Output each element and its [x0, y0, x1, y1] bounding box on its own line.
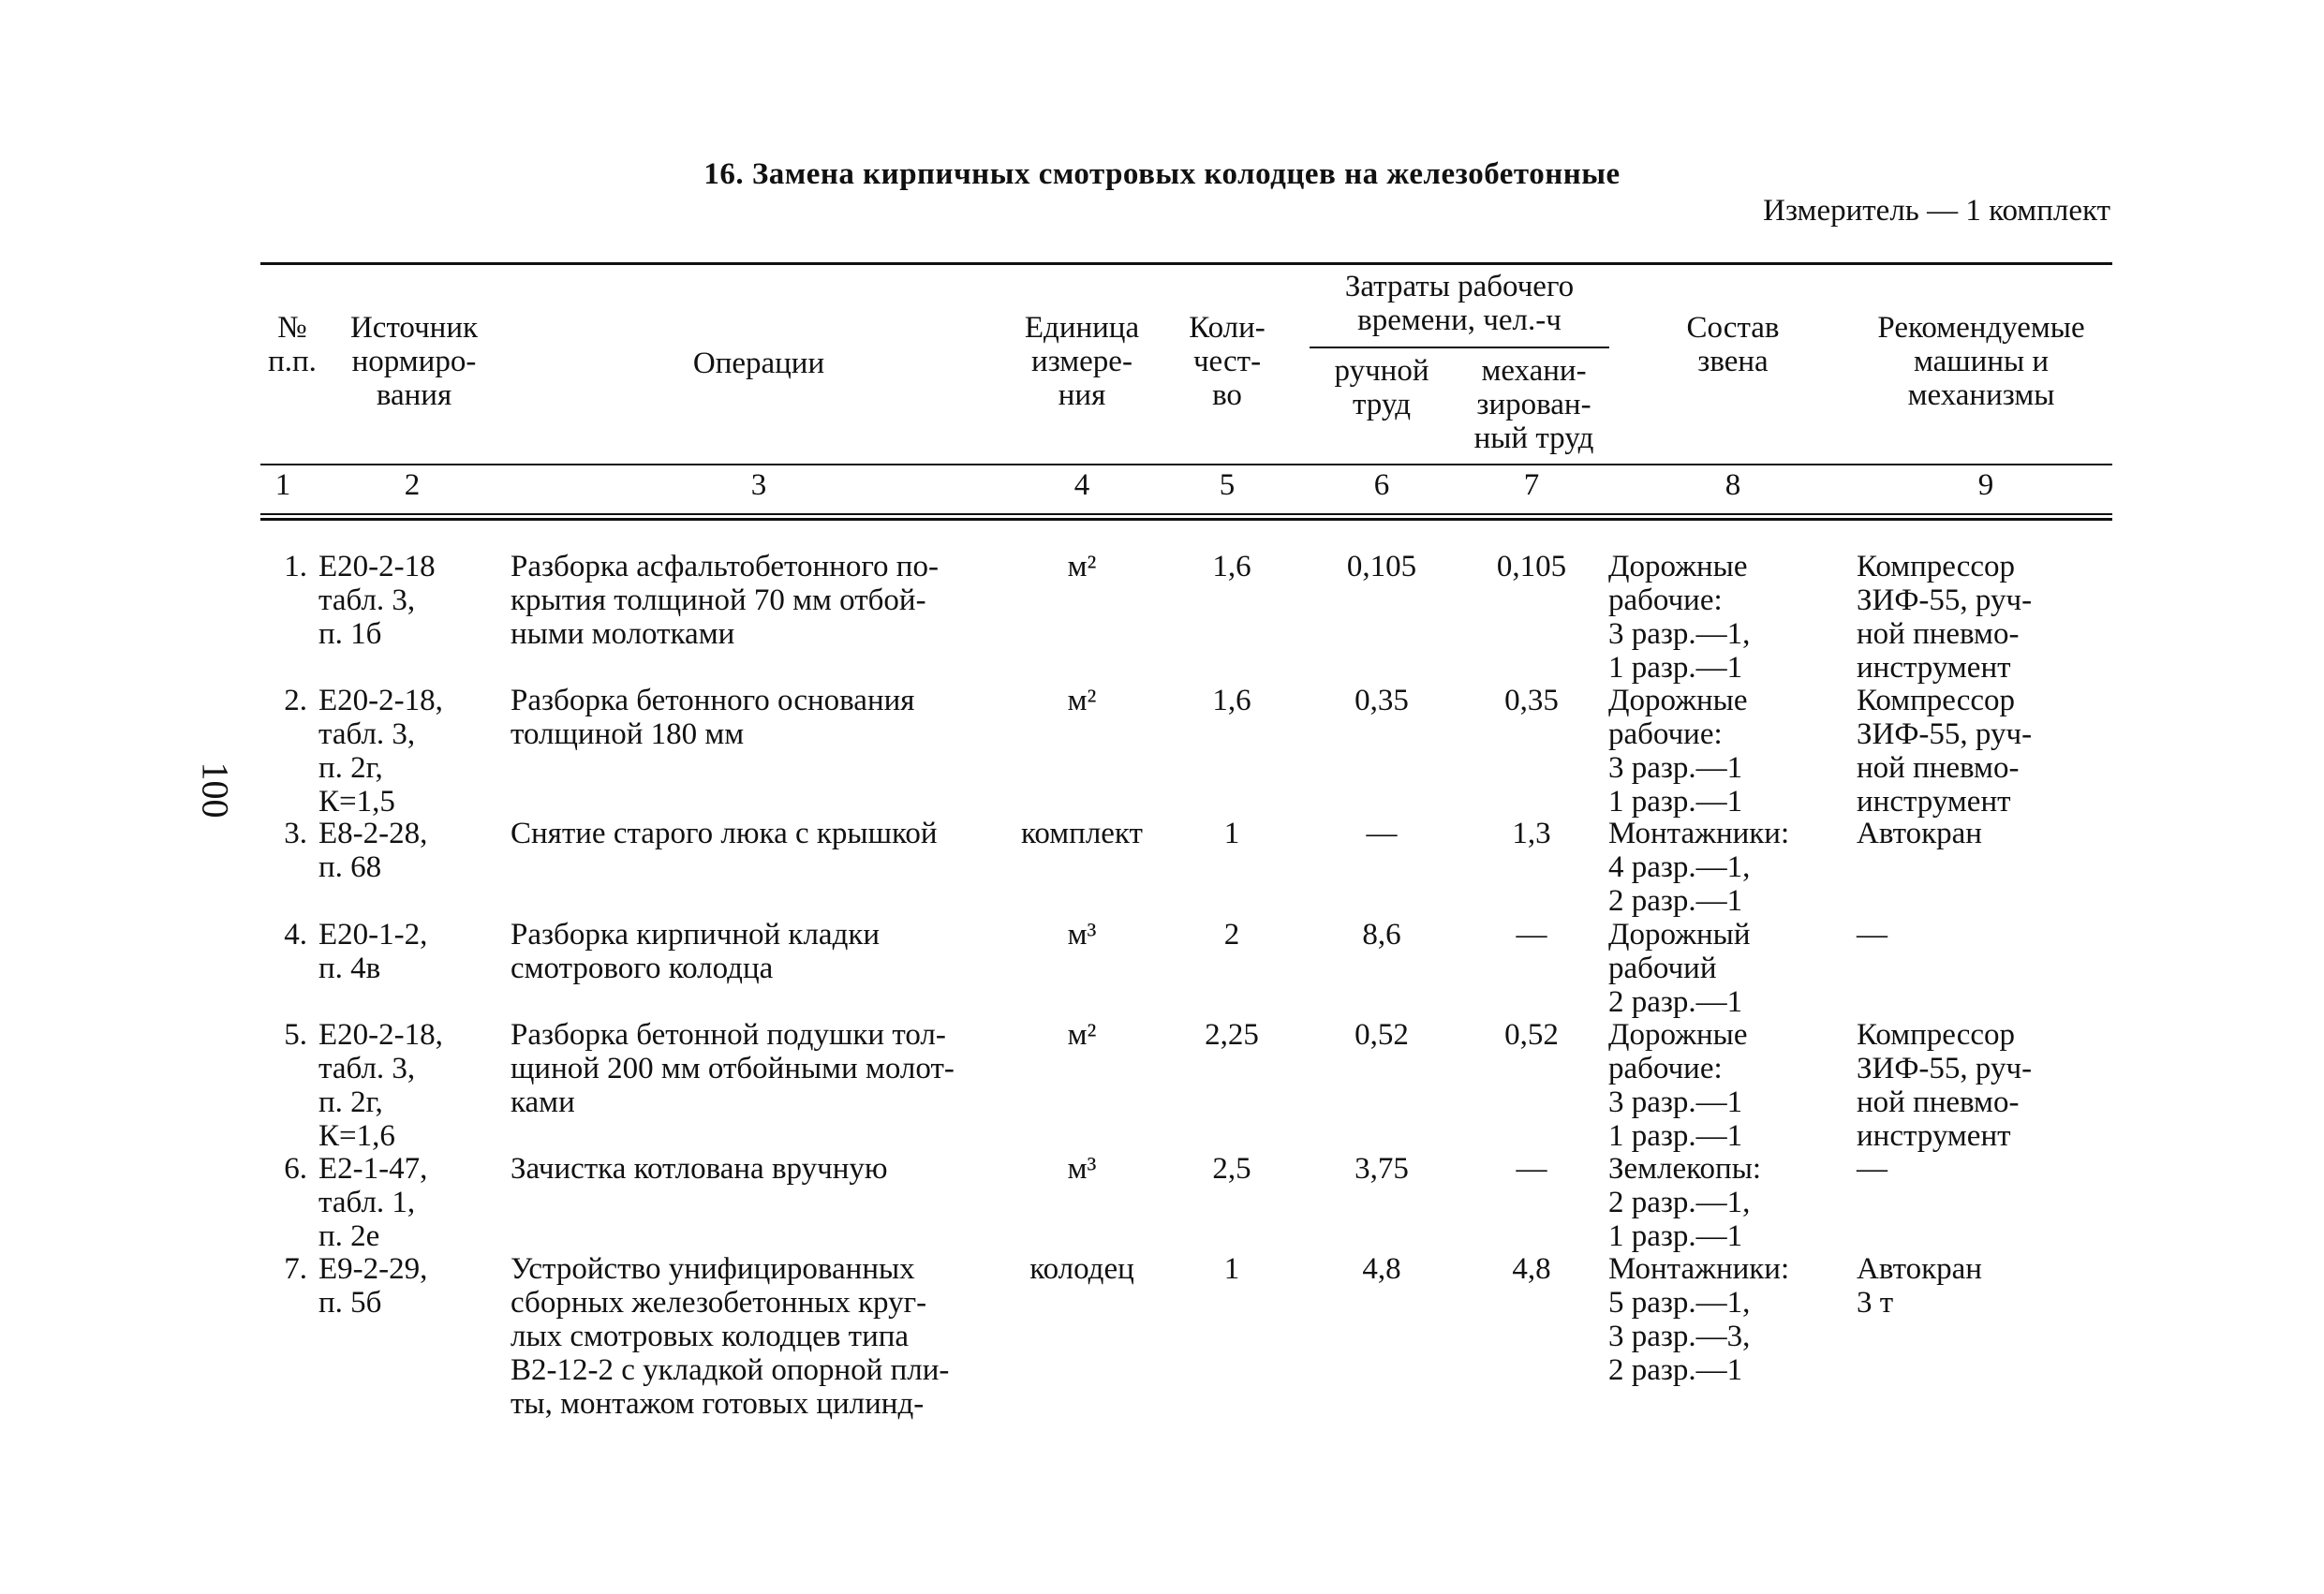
row-number: 7. — [284, 1252, 307, 1286]
row-number: 2. — [284, 684, 307, 717]
mechanized-labor-value: 0,52 — [1504, 1018, 1559, 1052]
column-number: 2 — [404, 468, 421, 502]
column-number: 5 — [1219, 468, 1236, 502]
recommended-machines: Компрессор ЗИФ-55, руч- ной пневмо- инструмент — [1857, 684, 2033, 819]
source-reference: Е9-2-29, п. 5б — [318, 1252, 428, 1320]
recommended-machines: Компрессор ЗИФ-55, руч- ной пневмо- инструмент — [1857, 1018, 2033, 1153]
column-numbers-bottom-rule — [260, 518, 2112, 521]
labor-subheader-rule — [1310, 347, 1609, 348]
unit-of-measure: комплект — [1021, 817, 1143, 850]
header-labor-group: Затраты рабочего времени, чел.-ч — [1344, 270, 1575, 337]
header-num: № п.п. — [268, 311, 317, 378]
operation-description: Зачистка котлована вручную — [511, 1152, 888, 1186]
mechanized-labor-value: — — [1516, 1152, 1547, 1186]
unit-of-measure: м³ — [1067, 918, 1097, 952]
unit-of-measure: м² — [1067, 550, 1097, 583]
recommended-machines: — — [1857, 918, 1887, 952]
crew-composition: Монтажники: 4 разр.—1, 2 разр.—1 — [1608, 817, 1790, 918]
quantity-value: 1 — [1223, 817, 1240, 850]
header-manual: ручной труд — [1334, 354, 1429, 421]
manual-labor-value: 3,75 — [1354, 1152, 1409, 1186]
row-number: 6. — [284, 1152, 307, 1186]
manual-labor-value: 0,35 — [1354, 684, 1409, 717]
source-reference: Е20-2-18 табл. 3, п. 1б — [318, 550, 436, 651]
operation-description: Разборка асфальтобетонного по- крытия толщиной 70 мм отбой- ными молотками — [511, 550, 939, 651]
manual-labor-value: — — [1366, 817, 1398, 850]
unit-of-measure: м³ — [1067, 1152, 1097, 1186]
row-number: 5. — [284, 1018, 307, 1052]
crew-composition: Дорожные рабочие: 3 разр.—1 1 разр.—1 — [1608, 684, 1748, 819]
header-crew: Состав звена — [1686, 311, 1780, 378]
header-rule — [260, 464, 2112, 465]
operation-description: Устройство унифицированных сборных железобетонных круг- лых смотровых колодцев типа В2-12-2 с укладкой опорной пли- ты, монтажом готовых цилинд- — [511, 1252, 950, 1421]
row-number: 4. — [284, 918, 307, 952]
recommended-machines: — — [1857, 1152, 1887, 1186]
manual-labor-value: 0,52 — [1354, 1018, 1409, 1052]
manual-labor-value: 8,6 — [1362, 918, 1401, 952]
crew-composition: Дорожные рабочие: 3 разр.—1, 1 разр.—1 — [1608, 550, 1751, 685]
quantity-value: 1,6 — [1212, 550, 1251, 583]
crew-composition: Дорожный рабочий 2 разр.—1 — [1608, 918, 1751, 1019]
column-number: 8 — [1724, 468, 1741, 502]
measure-unit: Измеритель — 1 комплект — [1763, 194, 2110, 228]
column-number: 9 — [1977, 468, 1994, 502]
header-source: Источник нормиро- вания — [349, 311, 479, 412]
header-unit: Единица измере- ния — [1024, 311, 1140, 412]
header-operations: Операции — [692, 347, 825, 380]
recommended-machines: Автокран — [1857, 817, 1982, 850]
column-number: 4 — [1073, 468, 1090, 502]
crew-composition: Монтажники: 5 разр.—1, 3 разр.—3, 2 разр.—1 — [1608, 1252, 1790, 1387]
source-reference: Е20-2-18, табл. 3, п. 2г, К=1,5 — [318, 684, 443, 819]
unit-of-measure: м² — [1067, 684, 1097, 717]
source-reference: Е8-2-28, п. 68 — [318, 817, 428, 884]
operation-description: Разборка бетонной подушки тол- щиной 200 мм отбойными молот- ками — [511, 1018, 955, 1119]
column-number: 3 — [750, 468, 767, 502]
operation-description: Разборка бетонного основания толщиной 180 мм — [511, 684, 915, 751]
page-number: 100 — [194, 761, 237, 819]
source-reference: Е20-1-2, п. 4в — [318, 918, 428, 985]
source-reference: Е2-1-47, табл. 1, п. 2е — [318, 1152, 428, 1253]
header-mechanized: механи- зирован- ный труд — [1473, 354, 1594, 455]
quantity-value: 1,6 — [1212, 684, 1251, 717]
quantity-value: 1 — [1223, 1252, 1240, 1286]
operation-description: Разборка кирпичной кладки смотрового колодца — [511, 918, 881, 985]
row-number: 1. — [284, 550, 307, 583]
crew-composition: Землекопы: 2 разр.—1, 1 разр.—1 — [1608, 1152, 1762, 1253]
recommended-machines: Компрессор ЗИФ-55, руч- ной пневмо- инструмент — [1857, 550, 2033, 685]
mechanized-labor-value: 0,35 — [1504, 684, 1559, 717]
recommended-machines: Автокран 3 т — [1857, 1252, 1982, 1320]
quantity-value: 2,5 — [1212, 1152, 1251, 1186]
column-number: 1 — [274, 468, 291, 502]
manual-labor-value: 0,105 — [1346, 550, 1417, 583]
unit-of-measure: колодец — [1029, 1252, 1134, 1286]
top-rule — [260, 262, 2112, 265]
unit-of-measure: м² — [1067, 1018, 1097, 1052]
quantity-value: 2 — [1223, 918, 1240, 952]
column-number: 7 — [1523, 468, 1540, 502]
mechanized-labor-value: 4,8 — [1512, 1252, 1551, 1286]
crew-composition: Дорожные рабочие: 3 разр.—1 1 разр.—1 — [1608, 1018, 1748, 1153]
manual-labor-value: 4,8 — [1362, 1252, 1401, 1286]
source-reference: Е20-2-18, табл. 3, п. 2г, К=1,6 — [318, 1018, 443, 1153]
row-number: 3. — [284, 817, 307, 850]
mechanized-labor-value: 0,105 — [1496, 550, 1567, 583]
table-title: 16. Замена кирпичных смотровых колодцев на железобетонные — [703, 157, 1621, 191]
mechanized-labor-value: — — [1516, 918, 1547, 952]
mechanized-labor-value: 1,3 — [1512, 817, 1551, 850]
column-numbers-rule — [260, 513, 2112, 515]
quantity-value: 2,25 — [1205, 1018, 1259, 1052]
header-machines: Рекомендуемые машины и механизмы — [1877, 311, 2085, 412]
column-number: 6 — [1373, 468, 1390, 502]
operation-description: Снятие старого люка с крышкой — [511, 817, 938, 850]
header-quantity: Коли- чест- во — [1189, 311, 1266, 412]
